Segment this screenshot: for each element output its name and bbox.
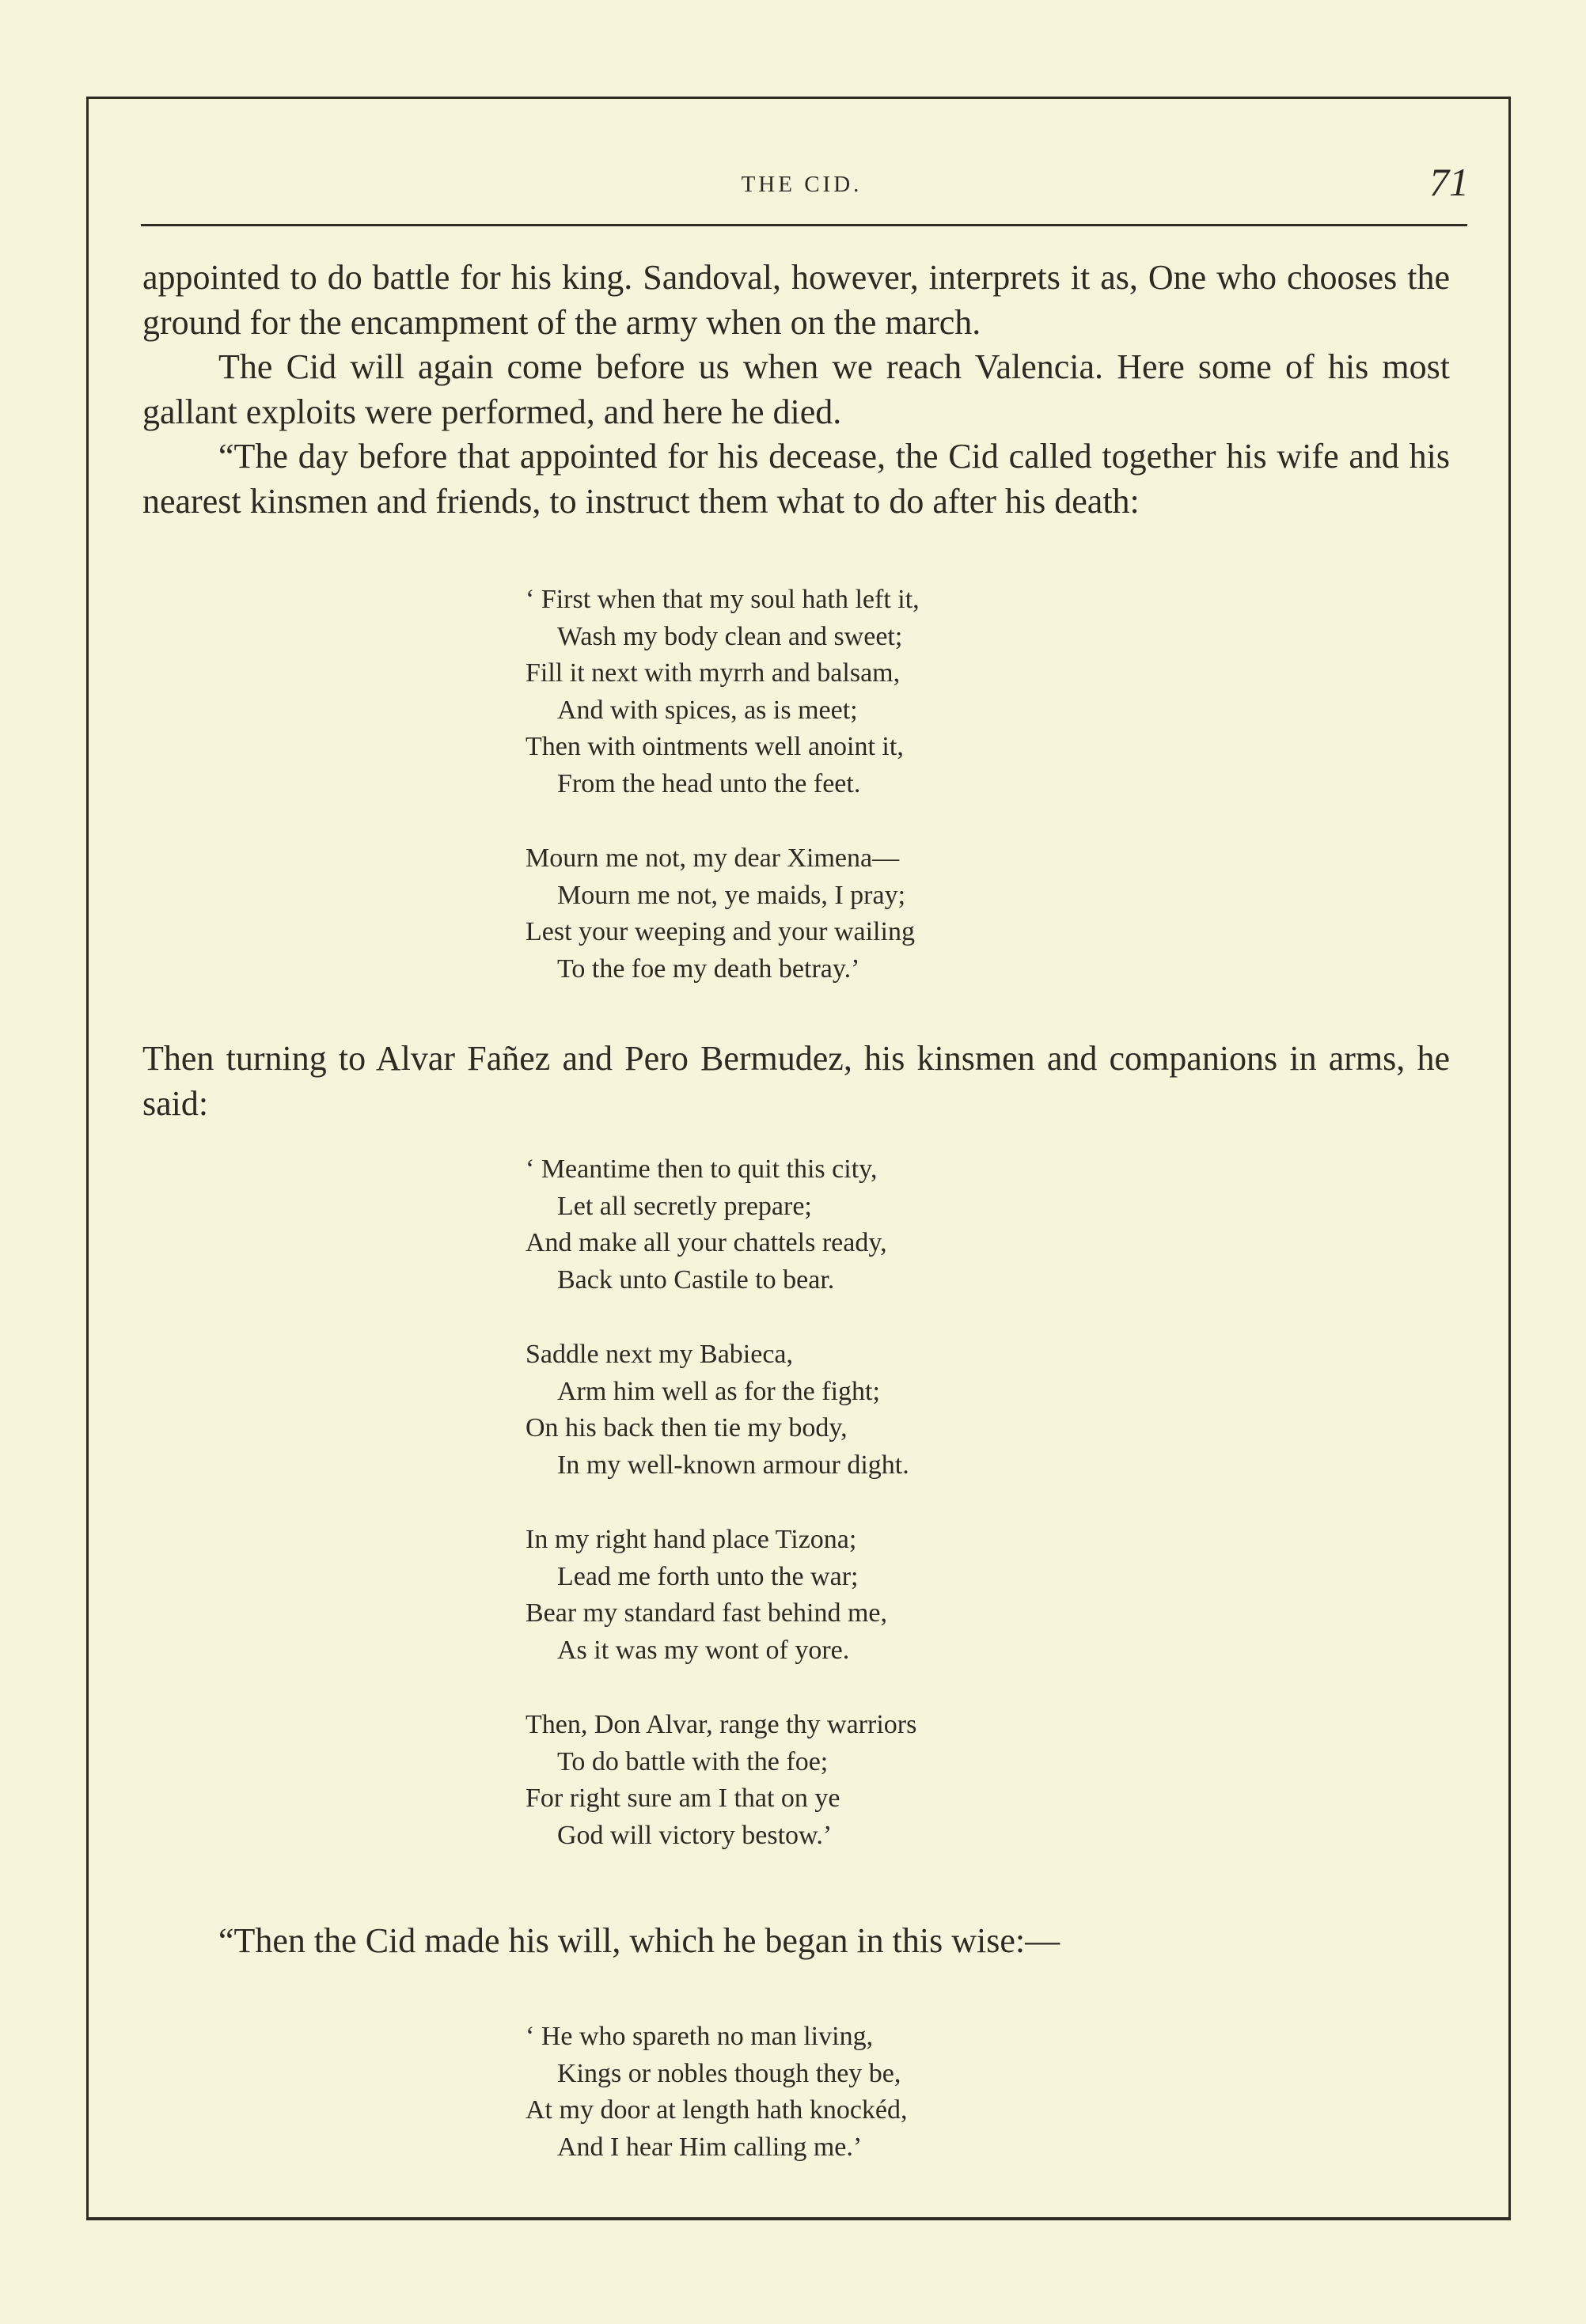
stanza-break [526,802,920,840]
stanza-break [526,1669,916,1707]
verse-line: And with spices, as is meet; [557,695,858,725]
verse-line: Fill it next with myrrh and balsam, [526,658,901,688]
verse-stanza-group-2 [526,1151,916,1854]
paragraph-3: “The day before that appointed for his decease, the Cid called together his wife and his nearest kinsmen and friends, to instruct them what to do after his death: [142,437,1450,521]
verse-stanza-group-1 [526,582,920,988]
verse-line: Kings or nobles though they be, [557,2058,901,2088]
paragraph-5: “Then the Cid made his will, which he began in this wise:— [218,1921,1060,1960]
running-head: THE CID. [741,172,863,197]
verse-line: Mourn me not, ye maids, I pray; [557,880,906,910]
verse-line: To the foe my death betray.’ [557,953,860,984]
verse-line: Lead me forth unto the war; [557,1561,859,1591]
verse-line: For right sure am I that on ye [526,1784,840,1813]
verse-line: Mourn me not, my dear Ximena— [526,844,900,873]
verse-line: Then, Don Alvar, range thy warriors [526,1710,917,1739]
page-frame [86,97,1511,2220]
paragraph-2: The Cid will again come before us when we reach Valencia. Here some of his most gallant exploits were performed, and here he died. [142,347,1450,431]
verse-line: At my door at length hath knockéd, [526,2095,908,2125]
verse-line: ‘ He who spareth no man living, [526,2022,874,2051]
prose-block-3 [218,1919,1450,1964]
verse-line: Back unto Castile to bear. [557,1264,835,1295]
verse-line: Arm him well as for the fight; [557,1376,880,1406]
verse-line: From the head unto the feet. [557,768,861,798]
stanza-break [526,1484,916,1522]
verse-stanza-group-3 [526,2019,908,2166]
prose-block-2 [142,1037,1450,1126]
verse-line: In my right hand place Tizona; [526,1525,857,1554]
verse-line: ‘ Meantime then to quit this city, [526,1154,878,1184]
verse-line: Lest your weeping and your wailing [526,917,915,946]
verse-line: Saddle next my Babieca, [526,1340,794,1369]
paragraph-1: appointed to do battle for his king. Sandoval, however, interprets it as, One who chooses the ground for the encampment of the army when on the march. [142,258,1450,342]
verse-line: God will victory bestow.’ [557,1820,833,1850]
verse-line: To do battle with the foe; [557,1746,829,1776]
verse-line: On his back then tie my body, [526,1413,848,1443]
verse-line: And I hear Him calling me.’ [557,2132,863,2162]
verse-line: In my well-known armour dight. [557,1450,909,1480]
page-header [141,131,1469,226]
verse-line: And make all your chattels ready, [526,1228,887,1257]
prose-block-1 [142,256,1450,524]
paragraph-4: Then turning to Alvar Fañez and Pero Bermudez, his kinsmen and companions in arms, he said: [142,1039,1450,1123]
page-number: 71 [1429,160,1469,204]
verse-line: Then with ointments well anoint it, [526,732,904,761]
verse-line: Let all secretly prepare; [557,1191,812,1221]
stanza-break [526,1298,916,1336]
verse-line: As it was my wont of yore. [557,1635,850,1665]
header-rule [141,224,1467,226]
verse-line: Wash my body clean and sweet; [557,621,903,651]
verse-line: ‘ First when that my soul hath left it, [526,585,920,614]
verse-line: Bear my standard fast behind me, [526,1598,887,1628]
